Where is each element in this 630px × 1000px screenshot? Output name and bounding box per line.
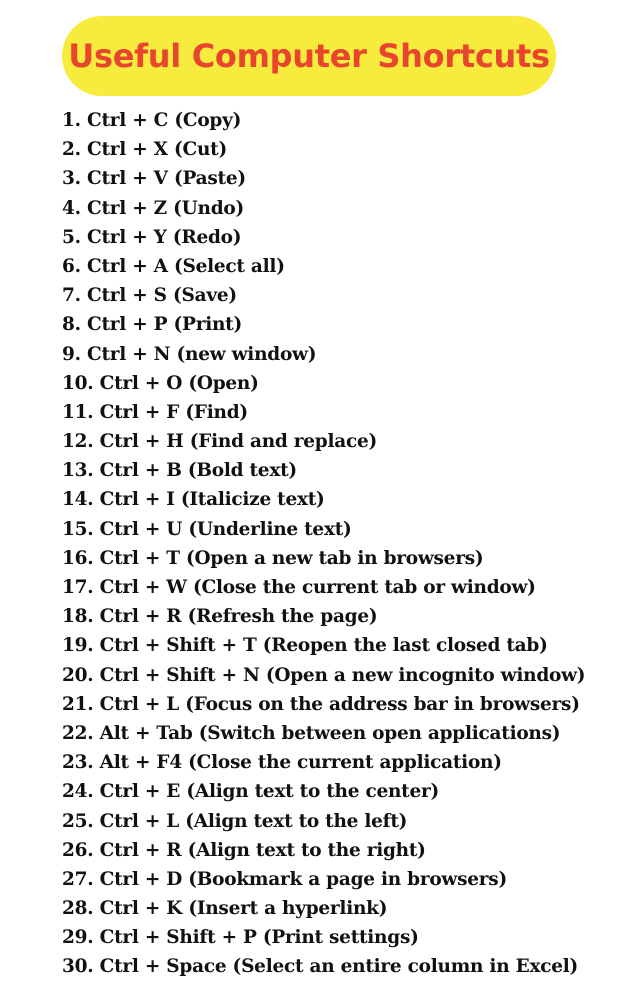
shortcut-item: 30. Ctrl + Space (Select an entire column in Excel) — [62, 956, 579, 978]
shortcut-item: 26. Ctrl + R (Align text to the right) — [62, 839, 426, 861]
shortcut-list — [62, 106, 622, 982]
shortcut-item: 20. Ctrl + Shift + N (Open a new incognito window) — [62, 664, 586, 686]
shortcut-item: 17. Ctrl + W (Close the current tab or window) — [62, 577, 536, 598]
shortcut-item: 12. Ctrl + H (Find and replace) — [62, 431, 378, 453]
shortcut-item: 3. Ctrl + V (Paste) — [62, 168, 246, 190]
shortcut-item: 13. Ctrl + B (Bold text) — [62, 460, 297, 482]
shortcut-item: 14. Ctrl + I (Italicize text) — [62, 489, 325, 511]
shortcut-item: 25. Ctrl + L (Align text to the left) — [62, 810, 408, 832]
shortcut-item: 4. Ctrl + Z (Undo) — [62, 197, 244, 219]
shortcut-item: 6. Ctrl + A (Select all) — [62, 255, 285, 277]
title-banner — [62, 16, 556, 96]
shortcut-item: 22. Alt + Tab (Switch between open applications) — [62, 722, 561, 744]
shortcut-item: 21. Ctrl + L (Focus on the address bar in browsers) — [62, 693, 580, 715]
shortcut-item: 19. Ctrl + Shift + T (Reopen the last closed tab) — [62, 635, 548, 657]
shortcut-item: 8. Ctrl + P (Print) — [62, 314, 242, 336]
shortcut-item: 24. Ctrl + E (Align text to the center) — [62, 781, 439, 803]
shortcut-item: 10. Ctrl + O (Open) — [62, 372, 259, 394]
shortcut-item: 29. Ctrl + Shift + P (Print settings) — [62, 927, 419, 949]
shortcut-item: 5. Ctrl + Y (Redo) — [62, 226, 242, 248]
shortcut-item: 18. Ctrl + R (Refresh the page) — [62, 606, 378, 628]
shortcut-item: 9. Ctrl + N (new window) — [62, 343, 317, 365]
shortcut-item: 16. Ctrl + T (Open a new tab in browsers) — [62, 547, 484, 569]
shortcut-item: 2. Ctrl + X (Cut) — [62, 139, 227, 161]
shortcut-item: 11. Ctrl + F (Find) — [62, 401, 248, 423]
shortcut-item: 27. Ctrl + D (Bookmark a page in browsers) — [62, 868, 507, 890]
page-title: Useful Computer Shortcuts — [68, 37, 550, 75]
shortcut-item: 15. Ctrl + U (Underline text) — [62, 518, 352, 540]
shortcut-item: 1. Ctrl + C (Copy) — [62, 110, 242, 131]
shortcut-item: 7. Ctrl + S (Save) — [62, 285, 237, 307]
shortcut-item: 28. Ctrl + K (Insert a hyperlink) — [62, 898, 388, 920]
shortcut-item: 23. Alt + F4 (Close the current application) — [62, 752, 502, 774]
